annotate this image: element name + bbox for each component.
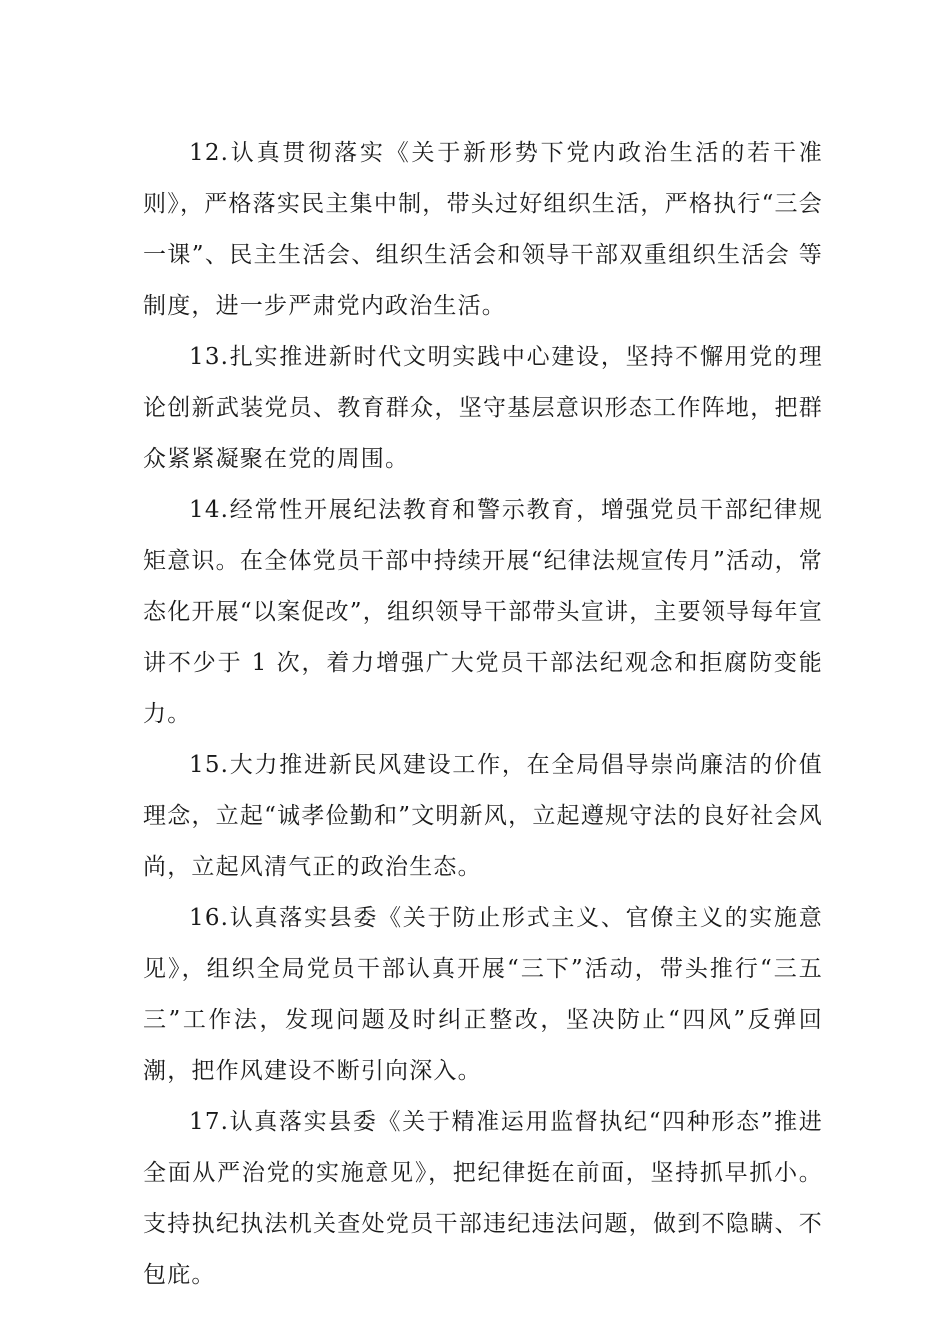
paragraph-15: 15.大力推进新民风建设工作，在全局倡导崇尚廉洁的价值理念，立起“诚孝俭勤和”文明新风，立起遵规守法的良好社会风尚，立起风清气正的政治生态。 <box>143 752 823 880</box>
paragraph-14: 14.经常性开展纪法教育和警示教育，增强党员干部纪律规矩意识。在全体党员干部中持续开展“纪律法规宣传月”活动，常态化开展“以案促改”，组织领导干部带头宣讲，主要领导每年宣讲不少于 1 次，着力增强广大党员干部法纪观念和拒腐防变能力。 <box>143 497 823 727</box>
paragraph-13: 13.扎实推进新时代文明实践中心建设，坚持不懈用党的理论创新武装党员、教育群众，坚守基层意识形态工作阵地，把群众紧紧凝聚在党的周围。 <box>143 344 823 472</box>
paragraph-16: 16.认真落实县委《关于防止形式主义、官僚主义的实施意见》，组织全局党员干部认真开展“三下”活动，带头推行“三五三”工作法，发现问题及时纠正整改，坚决防止“四风”反弹回潮，把作风建设不断引向深入。 <box>143 905 823 1084</box>
paragraph-17: 17.认真落实县委《关于精准运用监督执纪“四种形态”推进全面从严治党的实施意见》，把纪律挺在前面，坚持抓早抓小。支持执纪执法机关查处党员干部违纪违法问题，做到不隐瞒、不包庇。 <box>143 1109 823 1288</box>
document-body <box>143 128 823 1301</box>
paragraph-12: 12.认真贯彻落实《关于新形势下党内政治生活的若干准则》，严格落实民主集中制，带头过好组织生活，严格执行“三会一课”、民主生活会、组织生活会和领导干部双重组织生活会 等制度，进一步严肃党内政治生活。 <box>143 140 823 319</box>
